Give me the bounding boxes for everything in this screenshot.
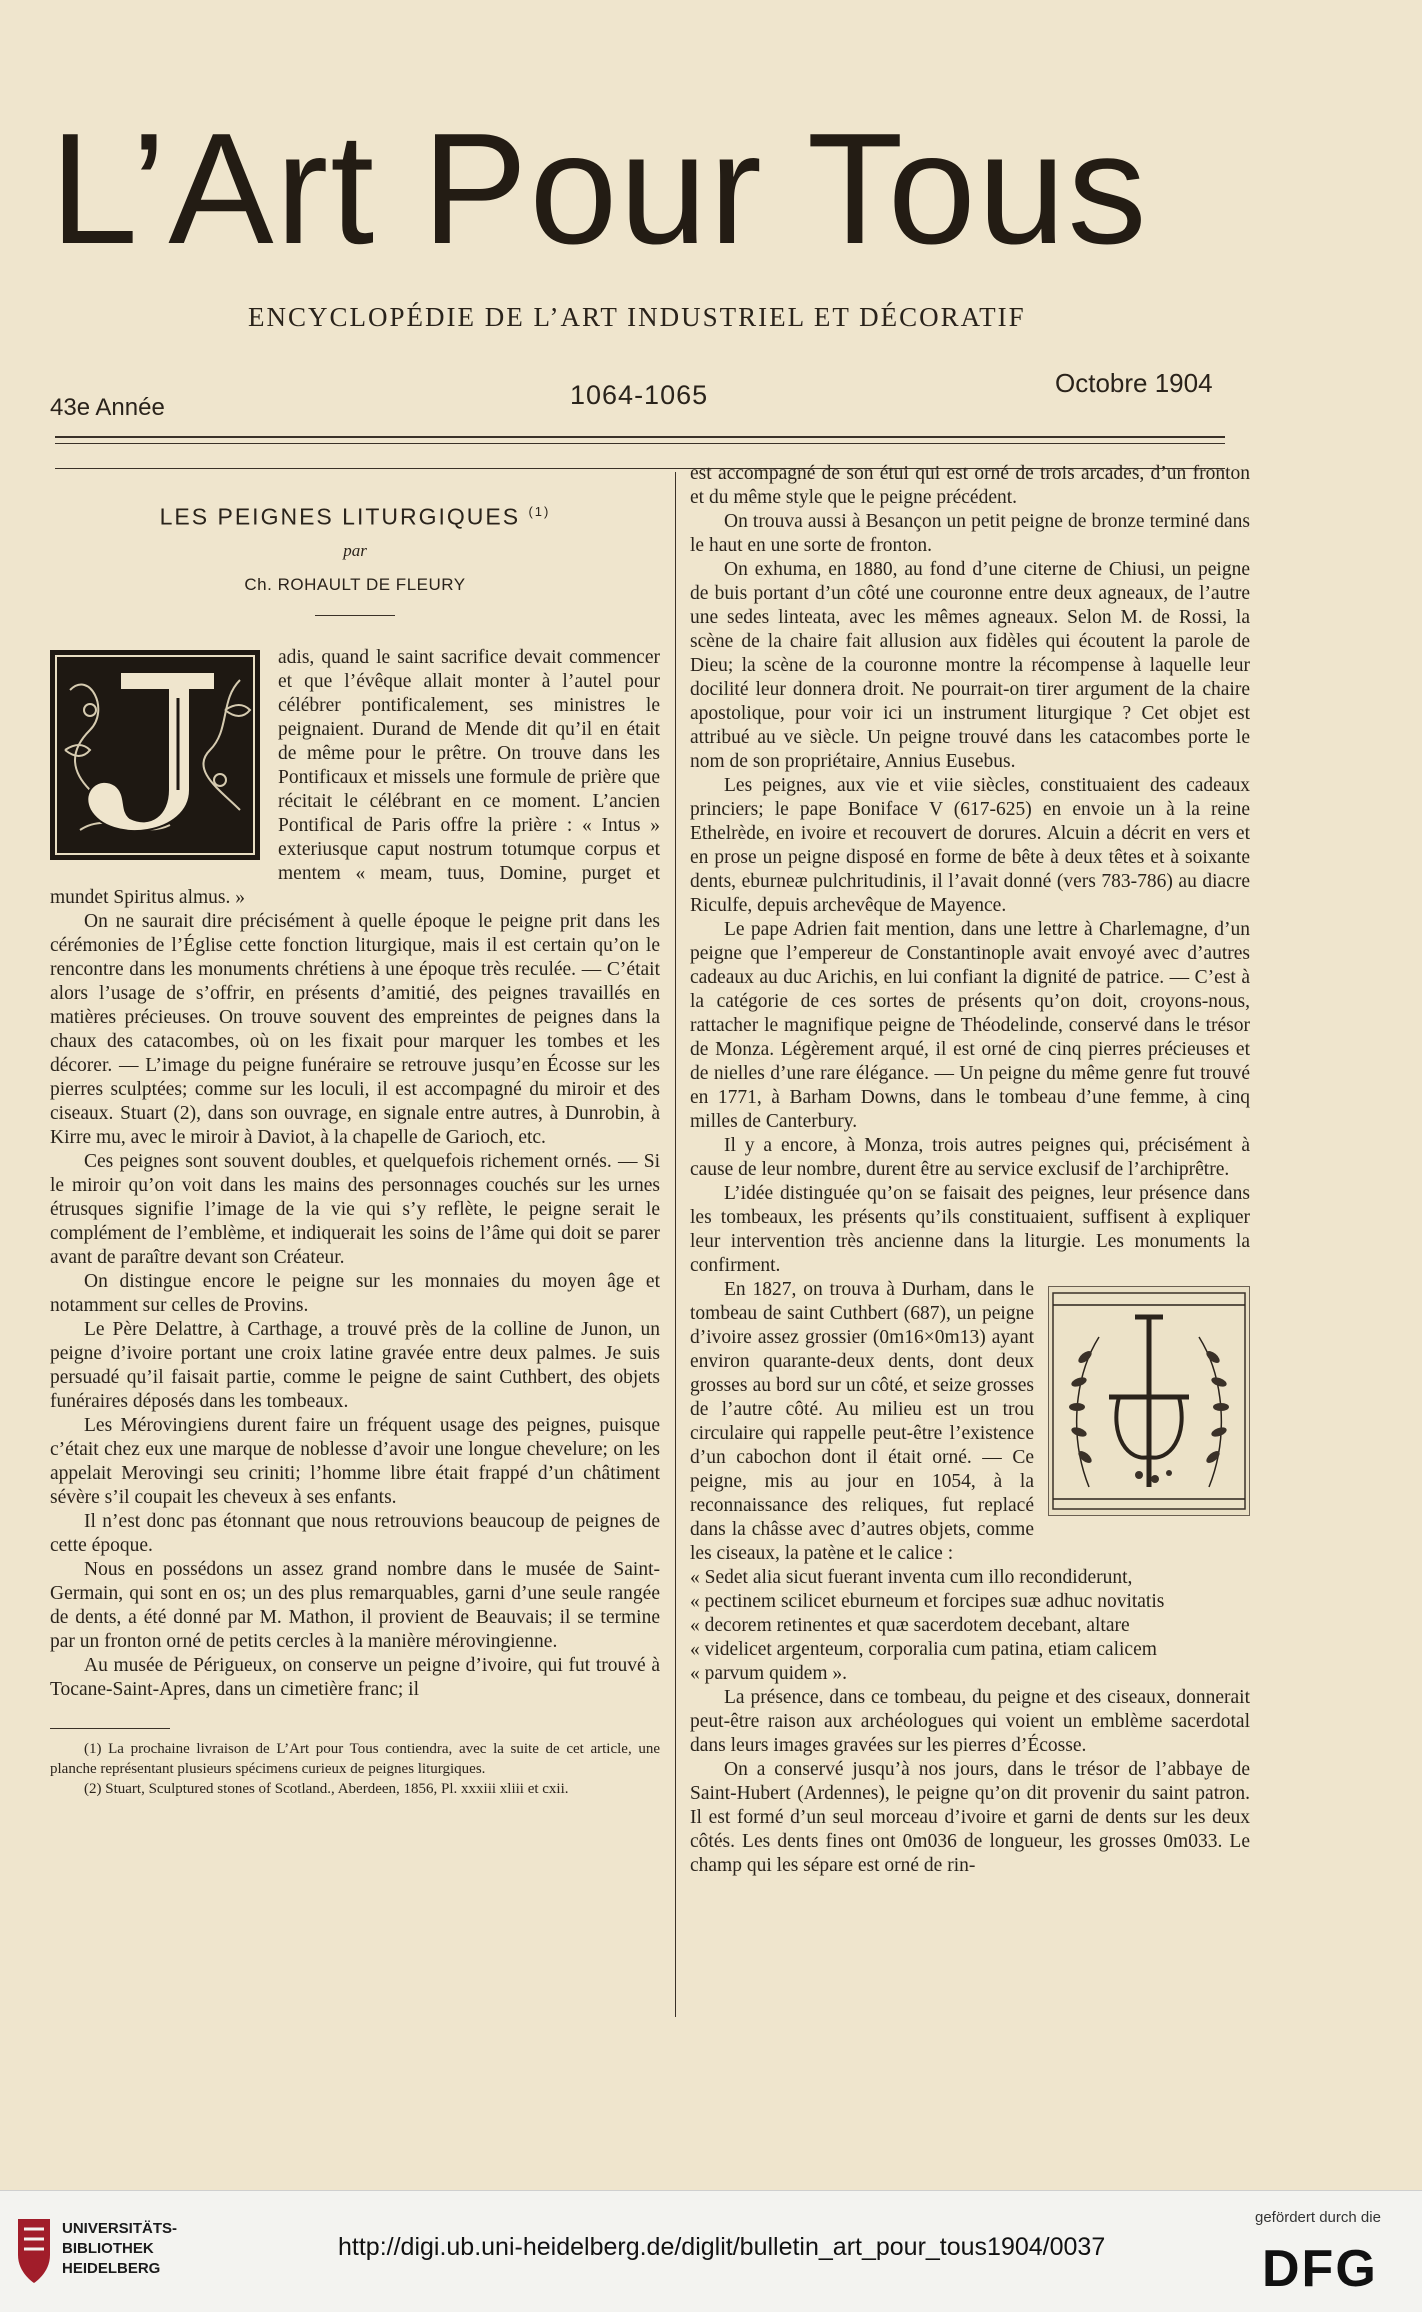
quote-line: « videlicet argenteum, corporalia cum patina, etiam calicem [690,1639,1157,1660]
cuthbert-comb-drawing [1049,1287,1249,1515]
paragraph: Ces peignes sont souvent doubles, et quelquefois richement ornés. — Si le miroir qu’on voit dans les mains des personnages couchés sur les urnes étrusques signifie l’image de la vie qui s’y reflète, le peigne serait le complément de l’emblème, et indiquerait les soins de l’âme qui doit se parer avant de paraître devant son Créateur. [50,1150,660,1268]
ornamental-initial-j [50,650,260,860]
paragraph: On a conservé jusqu’à nos jours, dans le trésor de l’abbaye de Saint-Hubert (Ardennes), le peigne qu’on dit provenir du saint patron. Il est formé d’un seul morceau d’ivoire et garni de dents sur les deux côtés. Les dents fines ont 0m036 de longueur, les grosses 0m033. Le champ qui les sépare est orné de rin- [690,1759,1250,1876]
paragraph: Il y a encore, à Monza, trois autres peignes qui, précisément à cause de leur nombre, durent être au service exclusif de l’archiprêtre. [690,1135,1250,1180]
paragraph: On distingue encore le peigne sur les monnaies du moyen âge et notamment sur celles de Provins. [50,1270,660,1316]
paragraph: On trouva aussi à Besançon un petit peigne de bronze terminé dans le haut en une sorte de fronton. [690,511,1250,556]
ornamental-initial-j-graphic [50,650,260,860]
cuthbert-comb-illustration [1048,1286,1250,1516]
left-column [50,470,660,1799]
paragraph: est accompagné de son étui qui est orné de trois arcades, d’un fronton et du même style que le peigne précédent. [690,463,1250,508]
header-rule-thin [55,443,1225,444]
paragraph: On ne saurait dire précisément à quelle époque le peigne prit dans les cérémonies de l’Église cette fonction liturgique, mais il est certain qu’on le rencontre dans les monuments chrétiens à une époque très reculée. — C’était alors l’usage de s’offrir, en présents d’amitié, des peignes travaillés en matières précieuses. On trouve souvent des empreintes de peignes dans la chaux des catacombes, où on les fixait pour marquer les tombes et les décorer. — L’image du peigne funéraire se retrouve jusqu’en Écosse sur les pierres sculptées; comme sur les loculi, il est accompagné du miroir et des ciseaux. Stuart (2), dans son ouvrage, en signale entre autres, à Dunrobin, à Kirre mu, avec le miroir à Daviot, à la chapelle de Garioch, etc. [50,910,660,1148]
journal-subtitle: ENCYCLOPÉDIE DE L’ART INDUSTRIEL ET DÉCORATIF [248,302,1026,332]
footnote-1: (1) La prochaine livraison de L’Art pour Tous contiendra, avec la suite de cet article, une planche représentant plusieurs spécimens curieux de peignes liturgiques. [50,1740,660,1777]
library-name: UNIVERSITÄTS- BIBLIOTHEK HEIDELBERG [62,2220,178,2277]
funding-label: gefördert durch die [1255,2209,1381,2226]
footer-bar [0,2190,1422,2312]
paragraph: Au musée de Périgueux, on conserve un peigne d’ivoire, qui fut trouvé à Tocane-Saint-Apres, dans un cimetière franc; il [50,1654,660,1700]
paragraph: Les peignes, aux vie et viie siècles, constituaient des cadeaux princiers; le pape Boniface V (617-625) en envoie un à la reine Ethelrède, en ivoire et recouvert de dorures. Alcuin a décrit en vers et en prose un peigne disposé en forme de bête à deux têtes et à soixante dents, eburneæ pulchritudinis, il l’avait donné (vers 783-786) au diacre Riculfe, depuis archevêque de Mayence. [690,775,1250,916]
article-title: LES PEIGNES LITURGIQUES $^{(1)}$ [159,503,551,530]
paragraph: Le pape Adrien fait mention, dans une lettre à Charlemagne, d’un peigne que l’empereur de Constantinople avait envoyé avec d’autres cadeaux au duc Arichis, en lui confiant la dignité de patrice. — C’est à la catégorie de ces sortes de présents qu’on doit, croyons-nous, rattacher le magnifique peigne de Théodelinde, conservé dans le trésor de Monza. Légèrement arqué, il est orné de cinq pierres précieuses et de nielles d’une rare élégance. — Un peigne du même genre fut trouvé en 1771, à Barham Downs, dans le tombeau d’une femme, à cinq milles de Canterbury. [690,919,1250,1132]
paragraph: Nous en possédons un assez grand nombre dans le musée de Saint-Germain, qui sont en os; un des plus remarquables, garni d’une seule rangée de dents, a été donné par M. Mathon, il provient de Beauvais; il se termine par un fronton orné de petits cercles à la manière mérovingienne. [50,1558,660,1652]
footnote-2: (2) Stuart, Sculptured stones of Scotland., Aberdeen, 1856, Pl. xxxiii xliii et cxii. [84,1780,569,1797]
quote-line: « parvum quidem ». [690,1663,848,1684]
paragraph: Il n’est donc pas étonnant que nous retrouvions beaucoup de peignes de cette époque. [50,1510,660,1556]
paragraph: On exhuma, en 1880, au fond d’une citerne de Chiusi, un peigne de buis portant d’un côté une couronne entre deux agneaux, de l’autre une sedes linteata, avec les mêmes agneaux. Selon M. de Rossi, la scène de la chaire fait allusion aux fidèles qui écoutent la parole de Dieu; la scène de la couronne montre la récompense à laquelle leur docilité leur donnera droit. Ne pourrait-on tirer argument de la chaire apostolique, pour voir ici un instrument liturgique ? Cet objet est attribué au ve siècle. Un peigne trouvé dans les catacombes porte le nom de son propriétaire, Annius Eusebus. [690,559,1250,772]
right-column [690,462,1250,1878]
opening-paragraph-wrap [50,646,660,910]
paragraph: En 1827, on trouva à Durham, dans le tombeau de saint Cuthbert (687), un peigne d’ivoire assez grossier (0m16×0m13) ayant environ quarante-deux dents, dont deux grosses au bord sur un côté, et seize grosses de l’autre côté. Au milieu est un trou circulaire qui rappelle peut-être l’existence d’un cabochon dont il était orné. — Ce peigne, mis au jour en 1054, à la reconnaissance des reliques, fut replacé dans la châsse avec d’autres objets, comme les ciseaux, la patène et le calice : [690,1279,1034,1564]
paragraph: L’idée distinguée qu’on se faisait des peignes, leur présence dans les tombeaux, les présents qu’ils constituaient, suffisent à expliquer leur intervention très ancienne dans la liturgie. Les monuments la confirment. [690,1183,1250,1276]
title-footnote-ref: (1) [528,504,551,519]
latin-quotation [690,1566,1250,1686]
paragraph: La présence, dans ce tombeau, du peigne et des ciseaux, donnerait peut-être raison aux archéologues qui voient un emblème sacerdotal dans leurs images gravées sur les pierres d’Écosse. [690,1687,1250,1756]
issue-date: Octobre 1904 [1055,368,1213,398]
quote-line: « decorem retinentes et quæ sacerdotem decebant, altare [690,1615,1130,1636]
library-seal-icon [14,2215,54,2287]
footnotes [50,1739,660,1799]
quote-line: « pectinem scilicet eburneum et forcipes suæ adhuc novitatis [690,1591,1165,1612]
issue-info-row [50,368,1230,432]
header-rule [55,436,1225,438]
dfg-logo: DFG [1262,2240,1378,2298]
journal-title: L’Art Pour Tous [50,101,1149,277]
quote-line: « Sedet alia sicut fuerant inventa cum illo recondiderunt, [690,1567,1133,1588]
column-divider [675,472,676,2017]
article-par: par [343,540,367,560]
issue-number: 1064-1065 [570,380,709,410]
opening-paragraph: adis, quand le saint sacrifice devait commencer et que l’évêque allait monter à l’autel pour célébrer pontificalement, ses ministres le peignaient. Durand de Mende dit qu’il en était de même pour le prêtre. On trouve dans les Pontificaux et missels une formule de prière que récitait le célébrant en ce moment. L’ancien Pontifical de Paris offre la prière : « Intus » exteriusque caput nostrum totumque corpus et mentem « meam, tuus, Domine, purget et mundet Spiritus almus. » [50,646,660,908]
article-author: Ch. ROHAULT DE FLEURY [244,574,466,594]
paragraph: Les Mérovingiens durent faire un fréquent usage des peignes, puisque c’était chez eux une marque de noblesse d’avoir une longue chevelure; on les appelait Merovingi seu criniti; l’homme libre était frappé d’un châtiment sévère s’il coupait les cheveux à ses enfants. [50,1414,660,1508]
footnote-rule [50,1728,170,1729]
source-url-link[interactable]: http://digi.ub.uni-heidelberg.de/diglit/bulletin_art_pour_tous1904/0037 [338,2233,1106,2261]
issue-year: 43e Année [50,394,165,421]
paragraph: Le Père Delattre, à Carthage, a trouvé près de la colline de Junon, un peigne d’ivoire portant une croix latine gravée entre deux palmes. Je suis persuadé qu’il faisait partie, comme le peigne de saint Cuthbert, des objets funéraires déposés dans les tombeaux. [50,1318,660,1412]
title-rule [315,615,395,616]
